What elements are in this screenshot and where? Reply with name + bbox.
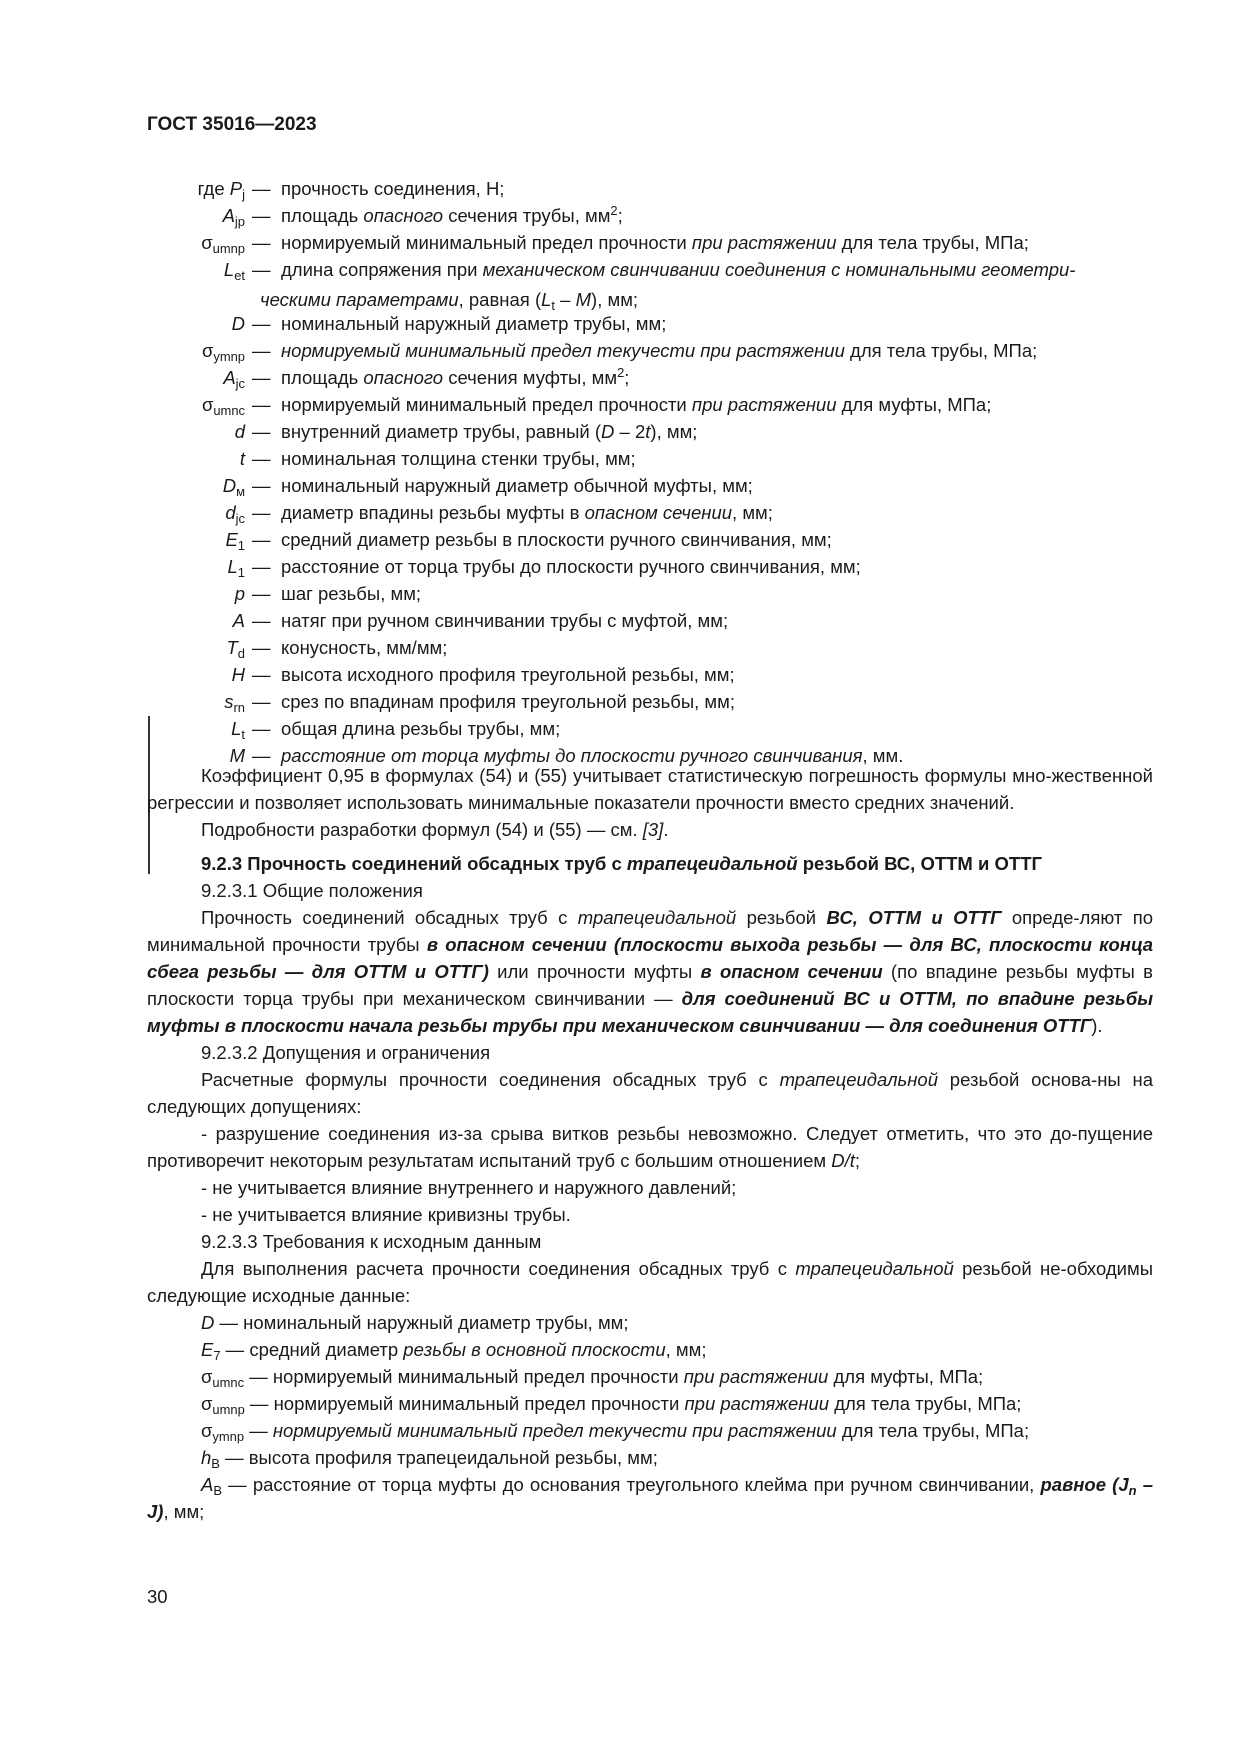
- section-heading: 9.2.3 Прочность соединений обсадных труб с трапецеидальной резьбой ВС, ОТТМ и ОТТГ: [201, 853, 1042, 874]
- definition-row: $s_{rn}$ — срез по впадинам профиля треугольной резьбы, мм;: [224, 691, 735, 715]
- definition-row: $L_1$ — расстояние от торца трубы до плоскости ручного свинчивания, мм;: [227, 556, 861, 580]
- definition-row: $A_{jc}$ — площадь опасного сечения муфты, $мм^2$;: [223, 365, 630, 391]
- paragraph-general: Прочность соединений обсадных труб с трапецеидальной резьбой ВС, ОТТМ и ОТТГ опреде-ляют по минимальной прочности трубы в опасном сечении (плоскости выхода резьбы — для ВС, плоскости конца сбега резьбы — для ОТТМ и ОТТГ) или прочности муфты в опасном сечении (по впадине резьбы муфты в плоскости торца трубы при механическом свинчивании — для соединений ВС и ОТТМ, по впадине резьбы муфты в плоскости начала резьбы трубы при механическом свинчивании — для соединения ОТТГ).: [147, 907, 1154, 1036]
- assumption-item: - не учитывается влияние внутреннего и наружного давлений;: [201, 1177, 737, 1198]
- where-label: где: [197, 178, 230, 199]
- assumption-item: - не учитывается влияние кривизны трубы.: [201, 1204, 571, 1225]
- definition-row: $E_1$ — средний диаметр резьбы в плоскости ручного свинчивания, мм;: [225, 529, 832, 553]
- definition-row: $L_{et}$ — длина сопряжения при механическом свинчивании соединения с номинальными геометри-: [223, 259, 1076, 283]
- definition-row: $\sigma_{umnc}$ — нормируемый минимальный предел прочности при растяжении для муфты, МПа;: [201, 394, 992, 418]
- subsection-title-assumptions: 9.2.3.2 Допущения и ограничения: [201, 1042, 491, 1063]
- subsection-title-general: 9.2.3.1 Общие положения: [201, 880, 423, 901]
- input-item: D — номинальный наружный диаметр трубы, мм;: [201, 1312, 629, 1333]
- definition-continuation: ческими параметрами, равная $(L_t - M)$, мм;: [260, 289, 639, 313]
- definition-row: $A_{jp}$ — площадь опасного сечения трубы, $мм^2$;: [222, 203, 623, 229]
- input-item: $h_В$ — высота профиля трапецеидальной резьбы, мм;: [201, 1447, 658, 1471]
- paragraph-assumptions: Расчетные формулы прочности соединения обсадных труб с трапецеидальной резьбой основа-ны на следующих допущениях:: [147, 1069, 1153, 1117]
- subsection-title-input-data: 9.2.3.3 Требования к исходным данным: [201, 1231, 542, 1252]
- input-item: $\sigma_{umnc}$ — нормируемый минимальный предел прочности при растяжении для муфты, МПа;: [201, 1366, 984, 1390]
- definition-row: M — расстояние от торца муфты до плоскости ручного свинчивания, мм.: [229, 745, 904, 766]
- coefficient-note: Коэффициент 0,95 в формулах (54) и (55) учитывает статистическую погрешность формулы мно-жественной регрессии и позволяет использовать минимальные показатели прочности вместо средних значений.: [147, 765, 1153, 813]
- input-item: $E_7$ — средний диаметр резьбы в основной плоскости, мм;: [201, 1339, 707, 1363]
- definitions-list: [130, 178, 1130, 772]
- body-text: [147, 762, 1153, 1525]
- input-item: $\sigma_{umnp}$ — нормируемый минимальный предел прочности при растяжении для тела трубы, МПа;: [201, 1393, 1022, 1417]
- input-item: $\sigma_{ymnp}$ — нормируемый минимальный предел текучести при растяжении для тела трубы, МПа;: [201, 1420, 1030, 1444]
- details-note: Подробности разработки формул (54) и (55) — см. [3].: [201, 819, 669, 840]
- definition-row: $\sigma_{ymnp}$ — нормируемый минимальный предел текучести при растяжении для тела трубы, МПа;: [201, 340, 1038, 364]
- definition-row: H — высота исходного профиля треугольной резьбы, мм;: [231, 664, 735, 685]
- definition-row: p — шаг резьбы, мм;: [234, 583, 422, 604]
- document-header: ГОСТ 35016—2023: [147, 114, 317, 135]
- definition-row: $T_d$ — конусность, мм/мм;: [226, 637, 448, 661]
- definition-row: $\sigma_{umnp}$ — нормируемый минимальный предел прочности при растяжении для тела трубы, МПа;: [201, 232, 1029, 256]
- input-item: $A_В$ — расстояние от торца муфты до основания треугольного клейма при ручном свинчивании, равное $(J_n - J)$, мм;: [147, 1474, 1154, 1522]
- definition-row: $L_t$ — общая длина резьбы трубы, мм;: [231, 718, 561, 742]
- paragraph-input-data: Для выполнения расчета прочности соединения обсадных труб с трапецеидальной резьбой не-обходимы следующие исходные данные:: [147, 1258, 1154, 1306]
- definition-row: A — натяг при ручном свинчивании трубы с муфтой, мм;: [232, 610, 729, 631]
- definition-row: $d_{jc}$ — диаметр впадины резьбы муфты в опасном сечении, мм;: [225, 502, 773, 526]
- definition-row: d — внутренний диаметр трубы, равный (D – 2t), мм;: [234, 421, 698, 442]
- page-number: 30: [147, 1586, 168, 1607]
- assumption-item: - разрушение соединения из-за срыва витков резьбы невозможно. Следует отметить, что это до-пущение противоречит некоторым результатам испытаний труб с большим отношением D/t;: [147, 1123, 1153, 1171]
- definition-row: $D_м$ — номинальный наружный диаметр обычной муфты, мм;: [222, 475, 753, 499]
- definition-row: D — номинальный наружный диаметр трубы, мм;: [231, 313, 667, 334]
- definition-row: где $P_j$ — прочность соединения, Н;: [197, 178, 505, 202]
- definition-row: t — номинальная толщина стенки трубы, мм;: [239, 448, 636, 469]
